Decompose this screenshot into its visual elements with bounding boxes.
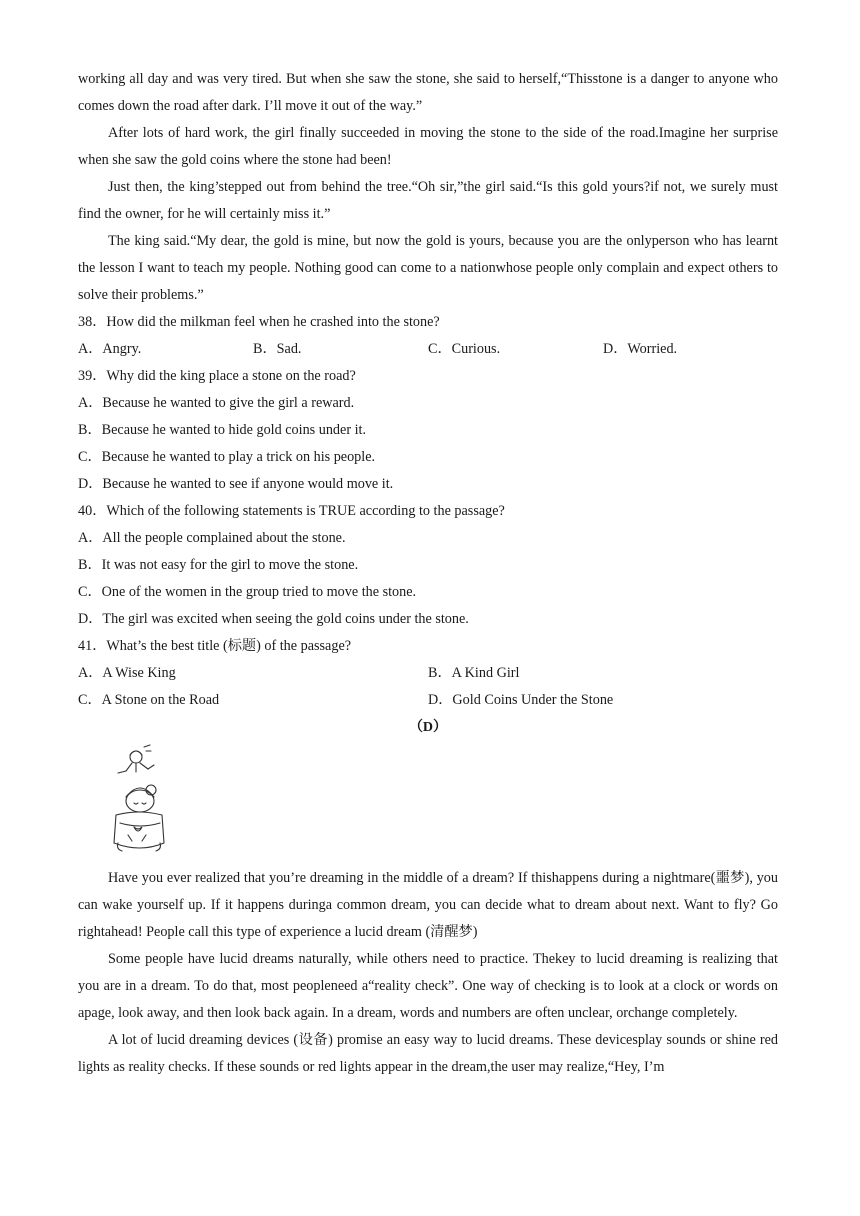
passage-paragraph-1: working all day and was very tired. But when she saw the stone, she said to herself,“Thisstone is a danger to anyone who comes down the road after dark. I’ll move it out of the way.” — [78, 71, 778, 114]
question-39-stem: 39．Why did the king place a stone on the road? — [78, 368, 356, 384]
question-41-option-c[interactable]: C．A Stone on the Road — [78, 692, 220, 708]
question-41-options-row-2 — [78, 687, 778, 714]
question-38-option-a[interactable]: A．Angry. — [78, 341, 142, 357]
question-38-option-b[interactable]: B．Sad. — [253, 341, 302, 357]
question-39-option-d[interactable]: D．Because he wanted to see if anyone would move it. — [78, 476, 394, 492]
passage-paragraph-3: Just then, the king’stepped out from behind the tree.“Oh sir,”the girl said.“Is this gold yours?if not, we surely must find the owner, for he will certainly miss it.” — [78, 179, 778, 222]
question-39-option-b[interactable]: B．Because he wanted to hide gold coins under it. — [78, 422, 367, 438]
question-39-option-a[interactable]: A．Because he wanted to give the girl a reward. — [78, 395, 355, 411]
question-38-stem: 38．How did the milkman feel when he crashed into the stone? — [78, 314, 440, 330]
passage-paragraph-4: The king said.“My dear, the gold is mine, but now the gold is yours, because you are the onlyperson who has learnt the lesson I want to teach my people. Nothing good can come to a nationwhose people only complain and expect others to solve their problems.” — [78, 233, 778, 303]
question-38-option-c[interactable]: C．Curious. — [428, 341, 501, 357]
question-39-option-c[interactable]: C．Because he wanted to play a trick on his people. — [78, 449, 376, 465]
question-40-option-c[interactable]: C．One of the women in the group tried to move the stone. — [78, 584, 417, 600]
question-41-option-a[interactable]: A．A Wise King — [78, 665, 176, 681]
sleeping-girl-icon — [106, 743, 170, 855]
question-41-option-b[interactable]: B．A Kind Girl — [428, 665, 520, 681]
section-d-paragraph-3: A lot of lucid dreaming devices (设备) promise an easy way to lucid dreams. These devicesplay sounds or shine red lights as reality checks. If these sounds or red lights appear in the dream,the user may realize,“Hey, I’m — [78, 1032, 778, 1075]
section-d-paragraph-1: Have you ever realized that you’re dreaming in the middle of a dream? If thishappens during a nightmare(噩梦), you can wake yourself up. If it happens duringa common dream, you can decide what to dream about next. Want to fly? Go rightahead! People call this type of experience a lucid dream (清醒梦) — [78, 870, 778, 940]
section-d-paragraph-2: Some people have lucid dreams naturally, while others need to practice. Thekey to lucid dreaming is realizing that you are in a dream. To do that, most peopleneed a“reality check”. One way of checking is to look at a clock or words on apage, look away, and then look back again. In a dream, words and numbers are often unclear, orchange completely. — [78, 951, 778, 1021]
question-40-stem: 40．Which of the following statements is TRUE according to the passage? — [78, 503, 505, 519]
question-38-option-d[interactable]: D．Worried. — [603, 341, 678, 357]
question-40-option-b[interactable]: B．It was not easy for the girl to move the stone. — [78, 557, 359, 573]
question-38-options — [78, 336, 778, 363]
question-41-options-row-1 — [78, 660, 778, 687]
document-page — [78, 66, 778, 1081]
question-40-option-a[interactable]: A．All the people complained about the stone. — [78, 530, 346, 546]
sleeping-girl-illustration — [78, 741, 778, 865]
section-d-heading: （D） — [408, 720, 448, 735]
question-40-option-d[interactable]: D．The girl was excited when seeing the gold coins under the stone. — [78, 611, 469, 627]
question-41-option-d[interactable]: D．Gold Coins Under the Stone — [428, 692, 614, 708]
passage-paragraph-2: After lots of hard work, the girl finally succeeded in moving the stone to the side of the road.Imagine her surprise when she saw the gold coins where the stone had been! — [78, 125, 778, 168]
question-41-stem: 41．What’s the best title (标题) of the passage? — [78, 638, 352, 654]
